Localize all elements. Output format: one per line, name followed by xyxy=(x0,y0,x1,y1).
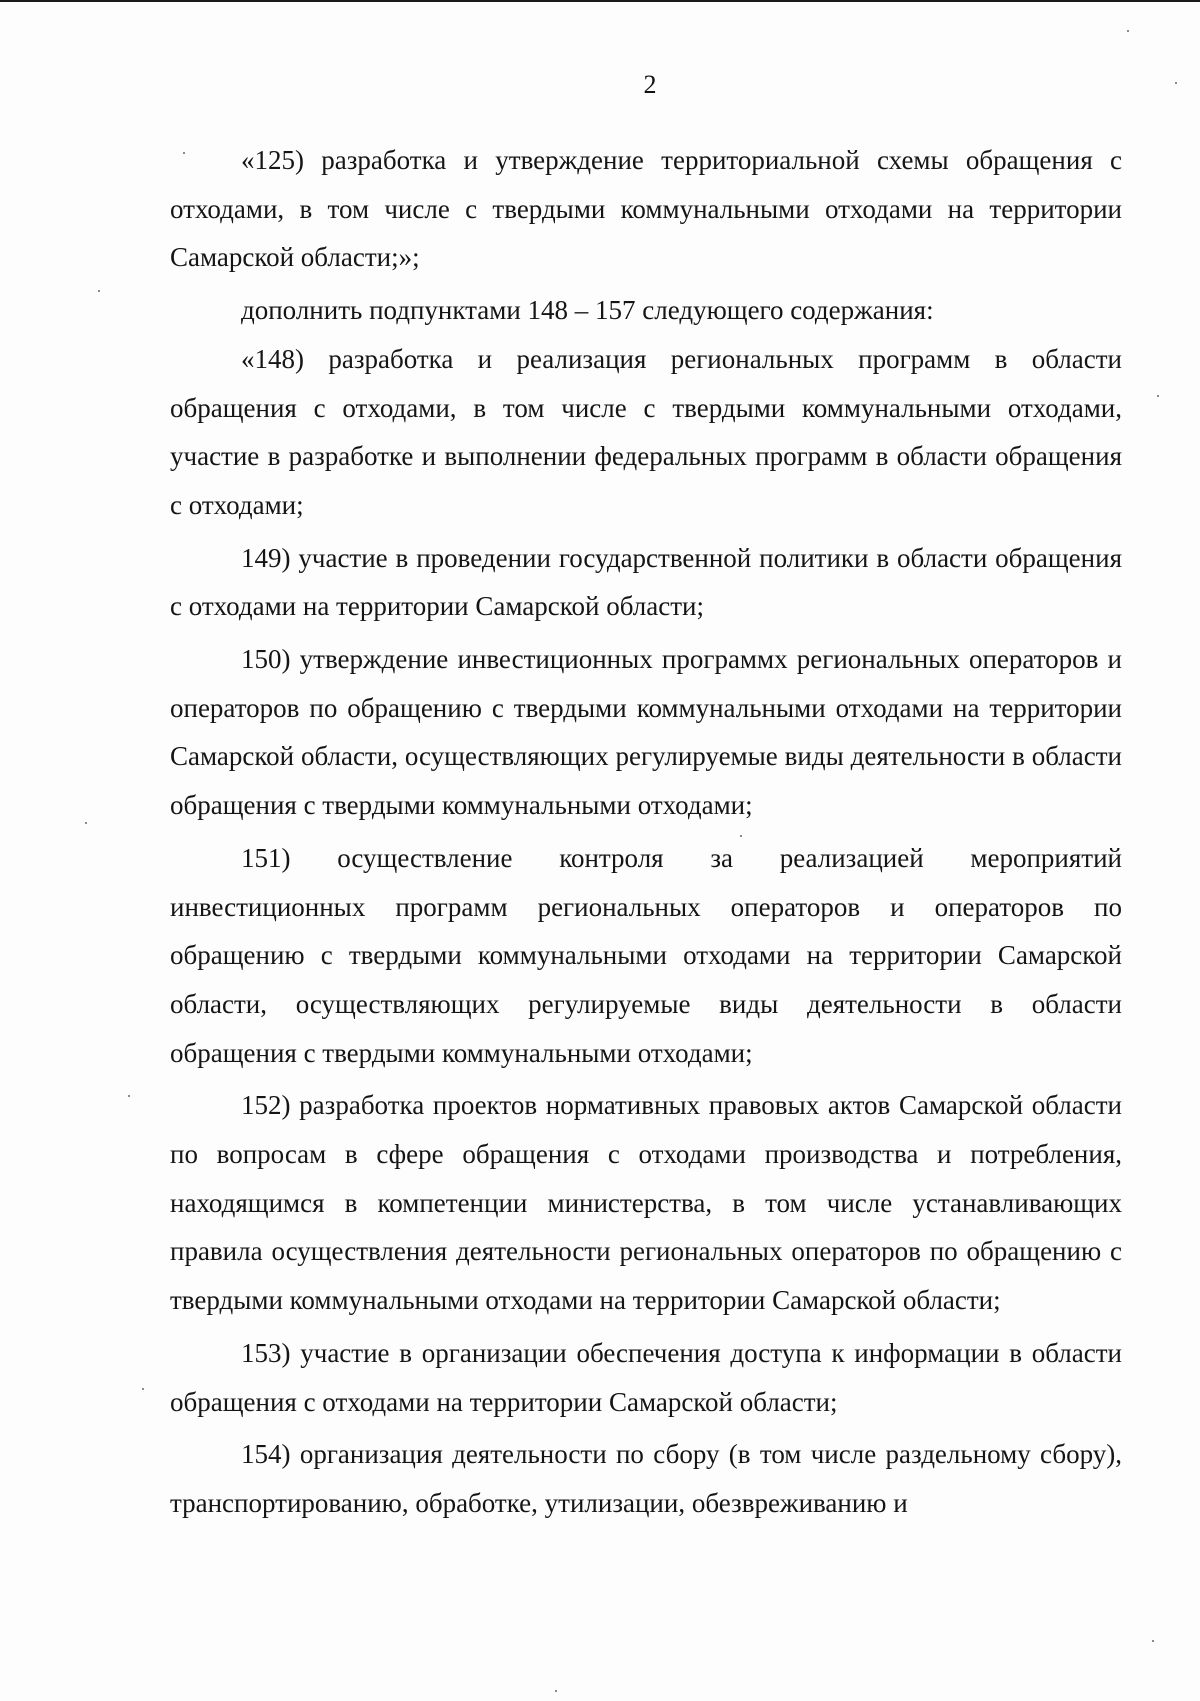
scan-speck xyxy=(1127,30,1129,32)
scan-speck xyxy=(85,822,87,824)
scan-speck xyxy=(98,290,100,292)
scan-speck xyxy=(1157,395,1159,397)
paragraph-amendment-intro: дополнить подпунктами 148 – 157 следующего содержания: xyxy=(241,295,934,326)
scan-speck xyxy=(740,835,742,837)
paragraph-item-125: «125) разработка и утверждение территориальной схемы обращения с отходами, в том числе с твердыми коммунальными отходами на территории Самарской области;»; xyxy=(170,145,1122,273)
scan-speck xyxy=(183,152,185,154)
scan-speck xyxy=(142,1388,144,1390)
paragraph-item-148: «148) разработка и реализация региональных программ в области обращения с отходами, в том числе с твердыми коммунальными отходами, участие в разработке и выполнении федеральных программ в области обращения с отходами; xyxy=(170,343,1122,520)
paragraph-item-153: 153) участие в организации обеспечения доступа к информации в области обращения с отходами на территории Самарской области; xyxy=(170,1337,1122,1417)
paragraph-item-154: 154) организация деятельности по сбору (в том числе раздельному сбору), транспортированию, обработке, утилизации, обезвреживанию и xyxy=(170,1439,1122,1518)
paragraph-item-150: 150) утверждение инвестиционных программх региональных операторов и операторов по обращению с твердыми коммунальными отходами на территории Самарской области, осуществляющих регулируемые виды деятельности в области обращения с твердыми коммунальными отходами; xyxy=(170,644,1122,821)
page-number: 2 xyxy=(643,70,657,99)
scan-top-edge xyxy=(0,0,1200,2)
paragraph-item-152: 152) разработка проектов нормативных правовых актов Самарской области по вопросам в сфере обращения с отходами производства и потребления, находящимся в компетенции министерства, в том числе устанавливающих правила осуществления деятельности региональных операторов по обращению с твердыми коммунальными отходами на территории Самарской области; xyxy=(170,1090,1122,1316)
scan-speck xyxy=(555,1690,557,1692)
paragraph-item-151: 151) осуществление контроля за реализацией мероприятий инвестиционных программ региональных операторов и операторов по обращению с твердыми коммунальными отходами на территории Самарской области, осуществляющих регулируемые виды деятельности в области обращения с твердыми коммунальными отходами; xyxy=(170,842,1122,1068)
scan-speck xyxy=(1152,1640,1154,1642)
paragraph-item-149: 149) участие в проведении государственной политики в области обращения с отходами на территории Самарской области; xyxy=(170,542,1122,622)
scan-speck xyxy=(1175,82,1177,84)
scan-speck xyxy=(128,1095,130,1097)
document-body xyxy=(170,136,1122,1528)
